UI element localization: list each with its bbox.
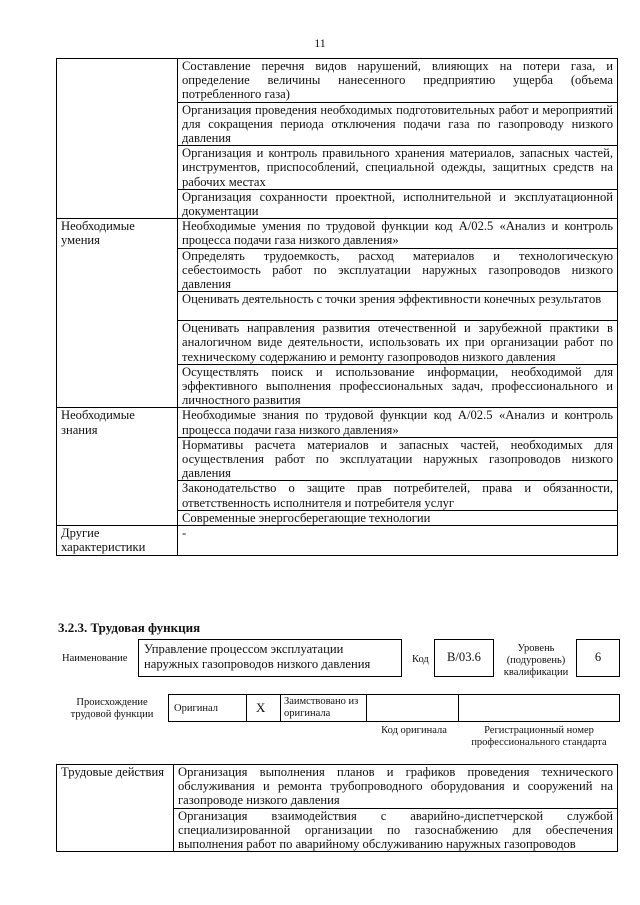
row-label-skills: Необходимые умения	[57, 219, 178, 408]
table-cell: Современные энергосберегающие технологии	[178, 510, 618, 525]
reg-number-label: Регистрационный номер профессионального стандарта	[471, 725, 607, 748]
table-cell: Осуществлять поиск и использование информации, необходимой для эффективного выполнения профессиональных задач, профессионального и личностного развития	[178, 364, 618, 408]
row-label-actions: Трудовые действия	[57, 765, 174, 852]
divider	[280, 694, 281, 721]
divider	[458, 694, 459, 721]
table-cell: Организация сохранности проектной, исполнительной и эксплуатационной документации	[178, 189, 618, 218]
table-cell: Нормативы расчета материалов и запасных частей, необходимых для осуществления работ по эксплуатации наружных газопроводов низкого давления	[178, 437, 618, 481]
code-original-label: Код оригинала	[381, 725, 447, 736]
borrowed-label: Заимствовано из оригинала	[284, 696, 359, 719]
table-cell: Организация выполнения планов и графиков проведения технического обслуживания и ремонта трубопроводного оборудования и сооружений на газопроводе низкого давления	[174, 765, 618, 809]
row-label-other: Другие характеристики	[57, 526, 178, 555]
origin-box	[168, 694, 620, 722]
divider	[366, 694, 367, 721]
table-row	[57, 765, 618, 809]
table-cell: Составление перечня видов нарушений, влияющих на потери газа, и определение величины нанесенного предприятию ущерба (объема потребленного газа)	[178, 59, 618, 103]
section-title: 3.2.3. Трудовая функция	[58, 620, 201, 635]
table-cell: Необходимые знания по трудовой функции код А/02.5 «Анализ и контроль процесса подачи газа низкого давления»	[178, 408, 618, 437]
table-cell: Организация взаимодействия с аварийно-диспетчерской службой специализированной организации по газоснабжению для обеспечения выполнения работ по аварийному обслуживанию наружных газопроводов	[174, 808, 618, 852]
table-row	[57, 526, 618, 555]
table-row	[57, 408, 618, 437]
table-cell: Организация проведения необходимых подготовительных работ и мероприятий для сокращения периода отключения подачи газа по газопроводу низкого давления	[178, 102, 618, 146]
original-mark: X	[256, 700, 266, 715]
table-row	[57, 59, 618, 103]
table-cell: Определять трудоемкость, расход материалов и технологическую себестоимость работ по эксплуатации наружных газопроводов низкого давления	[178, 248, 618, 292]
level-value: 6	[594, 650, 602, 664]
table-cell: -	[178, 526, 618, 555]
level-box	[576, 639, 620, 677]
labor-actions-table	[56, 764, 618, 852]
original-label: Оригинал	[174, 703, 218, 714]
function-name: Управление процессом эксплуатации наружных газопроводов низкого давления	[144, 642, 371, 671]
row-label-knowledge: Необходимые знания	[57, 408, 178, 526]
code-box	[434, 639, 494, 677]
row-label-empty	[57, 59, 178, 219]
table-cell: Законодательство о защите прав потребителей, права и обязанности, ответственность исполнителя и потребителя услуг	[178, 481, 618, 510]
code-label: Код	[412, 654, 429, 665]
origin-label: Происхождение трудовой функции	[70, 697, 154, 720]
name-box	[138, 639, 402, 677]
page-number: 11	[314, 36, 326, 50]
table-cell: Необходимые умения по трудовой функции код А/02.5 «Анализ и контроль процесса подачи газа низкого давления»	[178, 219, 618, 248]
code-value: В/03.6	[447, 650, 481, 664]
table-row	[57, 219, 618, 248]
divider	[246, 694, 247, 721]
table-cell: Оценивать деятельность с точки зрения эффективности конечных результатов	[178, 292, 618, 321]
requirements-table	[56, 58, 618, 556]
level-label: Уровень (подуровень) квалификации	[503, 643, 569, 678]
table-cell: Организация и контроль правильного хранения материалов, запасных частей, инструментов, приспособлений, специальной одежды, защитных средств на рабочих местах	[178, 146, 618, 190]
table-cell: Оценивать направления развития отечественной и зарубежной практики в аналогичном виде деятельности, использовать их при организации работ по техническому содержанию и ремонту газопроводов низкого давления	[178, 321, 618, 365]
name-label: Наименование	[62, 653, 128, 664]
